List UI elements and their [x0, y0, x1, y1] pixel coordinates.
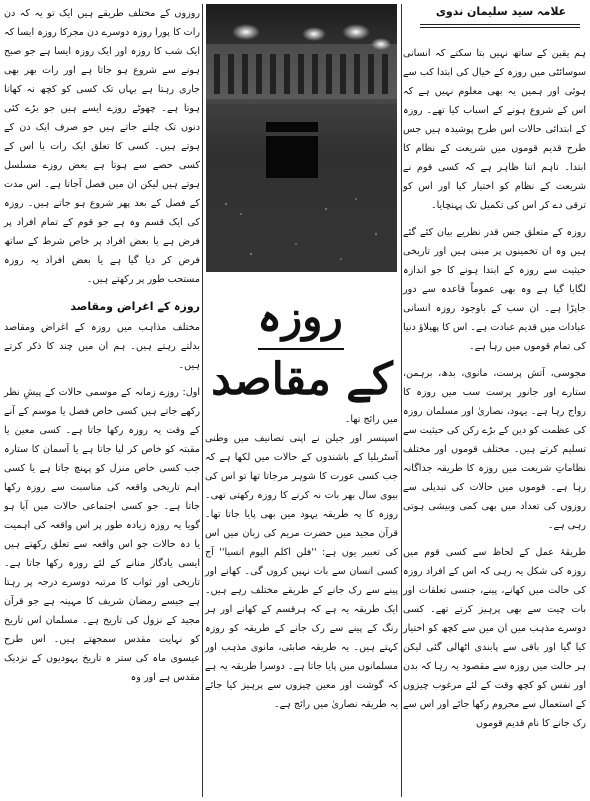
byline-divider — [420, 24, 580, 25]
paragraph: مختلف مذاہب میں روزہ کے اغراض ومقاصد بدلتے رہتے ہیں۔ ہم ان میں چند کا ذکر کرتے ہیں۔ — [4, 322, 200, 371]
kaaba-night-photo — [206, 4, 397, 272]
article-column-left — [4, 4, 200, 687]
paragraph: اسپنسر اور جیلن نے اپنی تصانیف میں وطنی آسٹریلیا کے باشندوں کے حالات میں لکھا ہے کہ جب کسی عورت کا شوہر مرجاتا تھا تو اس کی بیوی سال بھر بات نہ کرنے کا روزہ رکھتی تھی۔ روزہ کا یہ طریقہ یہود میں بھی پایا جاتا تھا۔ قرآن مجید میں حضرت مریم کی زبان میں اس کی تعبیر یوں ہے: ''فلن اکلم الیوم انسیا'' آج کسی انسان سے بات نہیں کروں گی۔ کھانے اور پینے سے رک جانے کے طریقے مختلف رہے ہیں۔ ایک طریقہ یہ ہے کہ ہرقسم کے کھانے اور ہر رنگ کے پینے سے رک جانے کے طریقہ کو روزہ کہتے ہیں۔ یہ طریقہ صابئی، مانوی مذہب اور مسلمانوں میں پایا جاتا ہے۔ دوسرا طریقہ یہ ہے کہ گوشت اور معین چیزوں سے پرہیز کیا جائے یہ طریقہ نصاریٰ میں رائج ہے۔ — [205, 433, 398, 710]
author-byline: علامہ سید سلیمان ندوی — [435, 5, 567, 18]
byline-divider — [420, 27, 580, 28]
paragraph: طریقۂ عمل کے لحاظ سے کسی قوم میں روزہ کی شکل یہ رہی کہ اس کے افراد روزہ کی حالت میں کھانے، پینے، جنسی تعلقات اور بات چیت سے بھی پرہیز کرتے تھے۔ کسی دوسرے مذہب میں ان میں سے کچھ کو اختیار کیا گیا اور باقی سے پابندی اٹھالی گئی لیکن ہر حالت میں روزہ سے مقصود یہ رہا کہ بدن اور نفس کو کچھ وقت کے لئے مرغوب چیزوں کے استعمال سے محروم رکھا جائے اور اس سے رک جانے کا نام قدیم قوموں — [403, 547, 586, 729]
paragraph: اول: روزے زمانہ کے موسمی حالات کے پیشِ نظر رکھے جاتے ہیں کسی خاص فصل یا موسم کے آنے کے وقت یہ روزہ رکھا جاتا ہے۔ کسی معین یا مقبتہ کو خاص کر لیا جاتا ہے یا آسمان کا ستارہ جب کسی خاص منزل کو پہنچ جاتا ہے یا کسی اہم تاریخی واقعہ کی مناسبت سے روزہ رکھا جاتا ہے۔ جو کسی اجتماعی حالات میں آیا ہو گویا یہ روزہ زیادہ طور پر اس واقعہ کی اہمیت یا دہ حالات جو اس واقعہ سے تعلق رکھتے ہیں ایسی یادگار منانے کے لئے روزہ رکھا جاتا ہے۔ تاریخی اور ثواب کا مرتبہ دوسرے درجہ پر رہتا ہے جیسے رمضان شریف کا مہینہ ہے جو قرآن مجید کے نزول کی تاریخ ہے۔ مسلمان اس تاریخ کو نہایت مقدس سمجھتے ہیں۔ اس طرح عیسوی ماہ کی ستر ہ تاریخ یہودیوں کے نزدیک مقدس ہے اور وہ — [4, 387, 200, 683]
column-divider — [202, 4, 203, 797]
paragraph: مجوسی، آتش پرست، مانوی، بدھ، برہمن، ستارے اور جانور پرست سب میں روزہ کا رواج رہا ہے۔ یہود، نصاریٰ اور مسلمان روزہ کی عظمت کو دین کے بڑے رکن کی حیثیت سے تسلیم کرتے ہیں۔ مختلف قوموں اور مختلف نظاماتِ شریعت میں روزہ کا طریقہ جداگانہ رہا ہے۔ قوموں میں حالات کی تبدیلی سے روزوں کی تعداد میں بھی کمی وبیشی ہوتی رہی ہے۔ — [403, 368, 586, 531]
paragraph: ہم یقین کے ساتھ نہیں بتا سکتے کہ انسانی سوسائٹی میں روزہ کے خیال کی ابتدا کب سے ہوئی اور ہمیں یہ بھی معلوم نہیں ہے کہ اس کے شروع ہونے کے اسباب کیا تھے۔ روزہ کے ابتدائی حالات اس طرح پوشیدہ ہیں جس طرح قدیم قوموں میں شریعت کے نظام کا ابتدا۔ تاہم اتنا ظاہر ہے کہ کسی قوم نے شریعت کے نظام کو اختیار کیا اور اس کو ترقی دے کر اس کی تکمیل تک پہنچایا۔ — [403, 48, 586, 211]
article-column-middle — [205, 410, 398, 714]
column-divider — [401, 4, 402, 797]
headline-divider — [258, 348, 344, 350]
headline-line-2: کے مقاصد — [211, 354, 393, 405]
headline-line-1: روزہ — [257, 292, 343, 341]
paragraph: میں رائج تھا۔ — [344, 414, 398, 425]
paragraph: روزہ کے متعلق جس قدر نظریے بیان کئے گئے ہیں وہ ان تخمینوں پر مبنی ہیں اور تاریخی حیثیت سے روزہ کے ابتدا ہونے کا جو اندازہ لگایا گیا ہے وہ بھی عموماً قاعدہ سے دور جاپڑا ہے۔ ان سب کے باوجود روزہ انسانی عبادات میں قدیم عبادت ہے۔ اس کا پھیلاؤ دنیا کی تمام قوموں میں رہا ہے۔ — [403, 227, 586, 352]
section-subheading: روزہ کے اغراض ومقاصد — [70, 300, 200, 313]
article-column-right — [403, 44, 586, 733]
paragraph: روزوں کے مختلف طریقے ہیں ایک تو یہ کہ دن رات کا پورا روزہ دوسرے دن مجرکا روزہ ایسا کہ ایک شب کا روزہ اور ایک روزہ ایسا ہے جو صبح ہونے سے شروع ہو جاتا ہے اور رات بھر بھی جاری رہتا ہے یہاں تک کسی کو کچھ نہ کھانا ہوتا ہے۔ چھوٹے روزے ایسے ہیں جو بڑے کئی دنوں تک چلتے جاتے ہیں جو صرف ایک دن کے ہوتے ہیں۔ کسی کا تعلق ایک رات یا اس کے کسی حصے سے ہوتا ہے بعض روزے مسلسل ہوتے ہیں لیکن ان میں فصل آجاتا ہے۔ اس مدت کے فصل کے بعد پھر شروع ہو جاتے ہیں۔ روزہ کی ایک قسم وہ ہے جو قوم کے تمام افراد پر فرض ہے یا بعض افراد پر خاص شرط کے ساتھ فرض کر دیا گیا ہے یا بعض افراد یہ روزہ مستحب طور پر رکھتے ہیں۔ — [4, 8, 200, 285]
